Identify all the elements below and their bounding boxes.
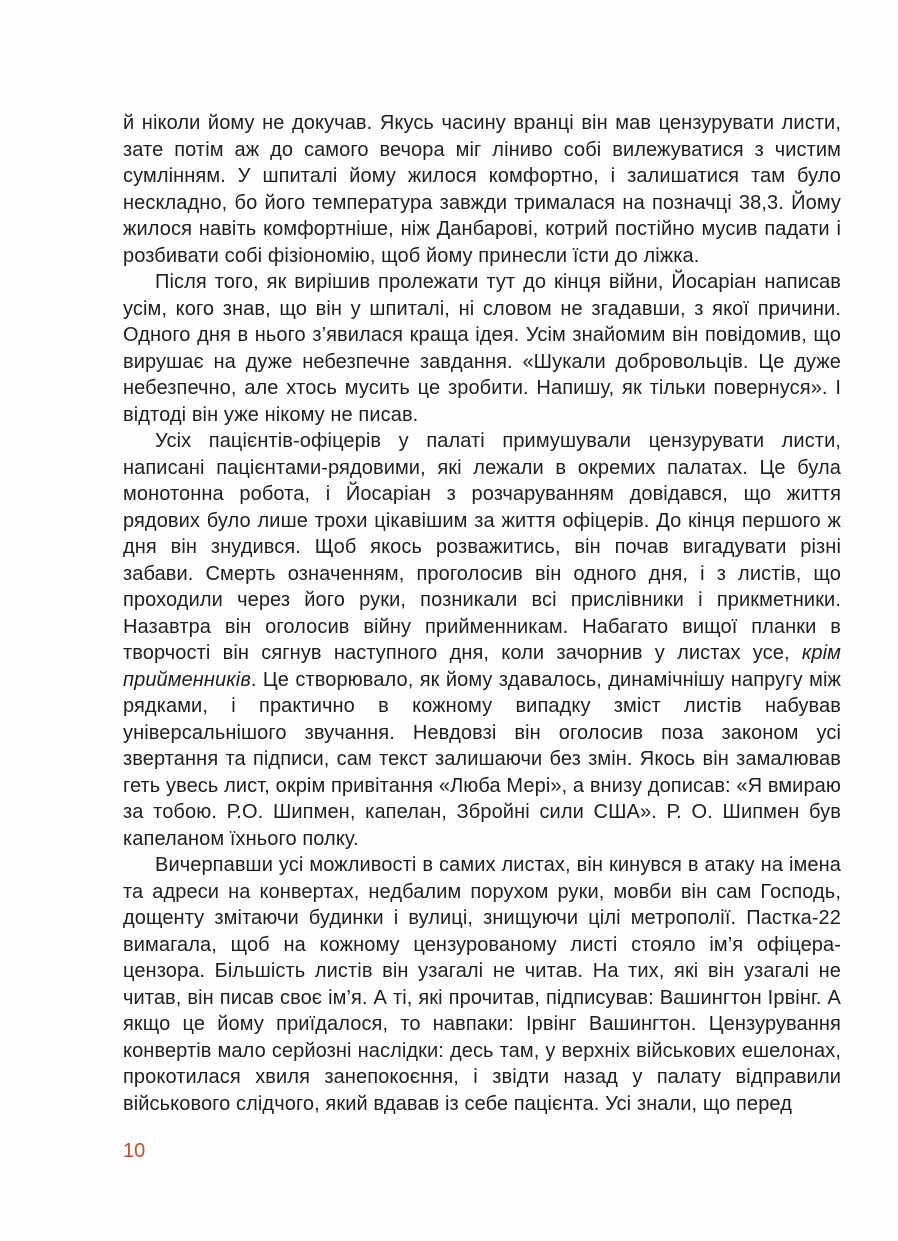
text-run: Усіх пацієнтів-офіцерів у палаті примушували цензурувати листи, написані пацієнтами-рядовими, які лежали в окремих палатах. Це була монотонна робота, і Йосаріан з розчаруванням довідався, що життя рядових було лише трохи цікавішим за життя офіцерів. До кінця першого ж дня він знудився. Щоб якось розважитись, він почав вигадувати різні забави. Смерть означенням, проголосив він одного дня, і з листів, що проходили через його руки, позникали всі прислівники і прикметники. Назавтра він оголосив війну прийменникам. Набагато вищої планки в творчості він сягнув наступного дня, коли зачорнив у листах усе, [123,430,841,664]
paragraph [123,269,841,428]
body-text [123,110,841,1117]
page-number: 10 [123,1140,146,1162]
text-run: Вичерпавши усі можливості в самих листах, він кинувся в атаку на імена та адреси на конвертах, недбалим порухом руки, мовби він сам Господь, дощенту змітаючи будинки і вулиці, знищуючи цілі метрополії. Пастка-22 вимагала, щоб на кожному цензурованому листі стояло ім’я офіцера-цензора. Більшість листів він узагалі не читав. На тих, які він узагалі не читав, він писав своє ім’я. А ті, які прочитав, підписував: Вашингтон Ірвінг. А якщо це йому приїдалося, то навпаки: Ірвінг Вашингтон. Цензурування конвертів мало серйозні наслідки: десь там, у верхніх військових ешелонах, прокотилася хвиля занепокоєння, і звідти назад у палату відправили військового слідчого, який вдавав із себе пацієнта. Усі знали, що перед [123,854,841,1115]
paragraph [123,110,841,269]
text-run: . Це створювало, як йому здавалось, динамічнішу напругу між рядками, і практично в кожному випадку зміст листів набував універсальнішого звучання. Невдовзі він оголосив поза законом усі звертання та підписи, сам текст залишаючи без змін. Якось він замалював геть увесь лист, окрім привітання «Люба Мері», а внизу дописав: «Я вмираю за тобою. Р.О. Шипмен, капелан, Збройні сили США». Р. О. Шипмен був капеланом їхнього полку. [123,668,841,850]
paragraph [123,852,841,1117]
text-run: Після того, як вирішив пролежати тут до кінця війни, Йосаріан написав усім, кого знав, що він у шпиталі, ні словом не згадавши, з якої причини. Одного дня в нього з’явилася краща ідея. Усім знайомим він повідомив, що вирушає на дуже небезпечне завдання. «Шукали добровольців. Це дуже небезпечно, але хтось мусить це зробити. Напишу, як тільки повернуся». І відтоді він уже нікому не писав. [123,271,841,426]
text-run: й ніколи йому не докучав. Якусь часину вранці він мав цензурувати листи, зате потім аж до самого вечора міг ліниво собі вилежуватися з чистим сумлінням. У шпиталі йому жилося комфортно, і залишатися там було нескладно, бо його температура завжди трималася на позначці 38,3. Йому жилося навіть комфортніше, ніж Данбарові, котрий постійно мусив падати і розбивати собі фізіономію, щоб йому принесли їсти до ліжка. [123,112,841,267]
italic-text-run: крім прийменників [123,642,841,691]
paragraph [123,428,841,852]
